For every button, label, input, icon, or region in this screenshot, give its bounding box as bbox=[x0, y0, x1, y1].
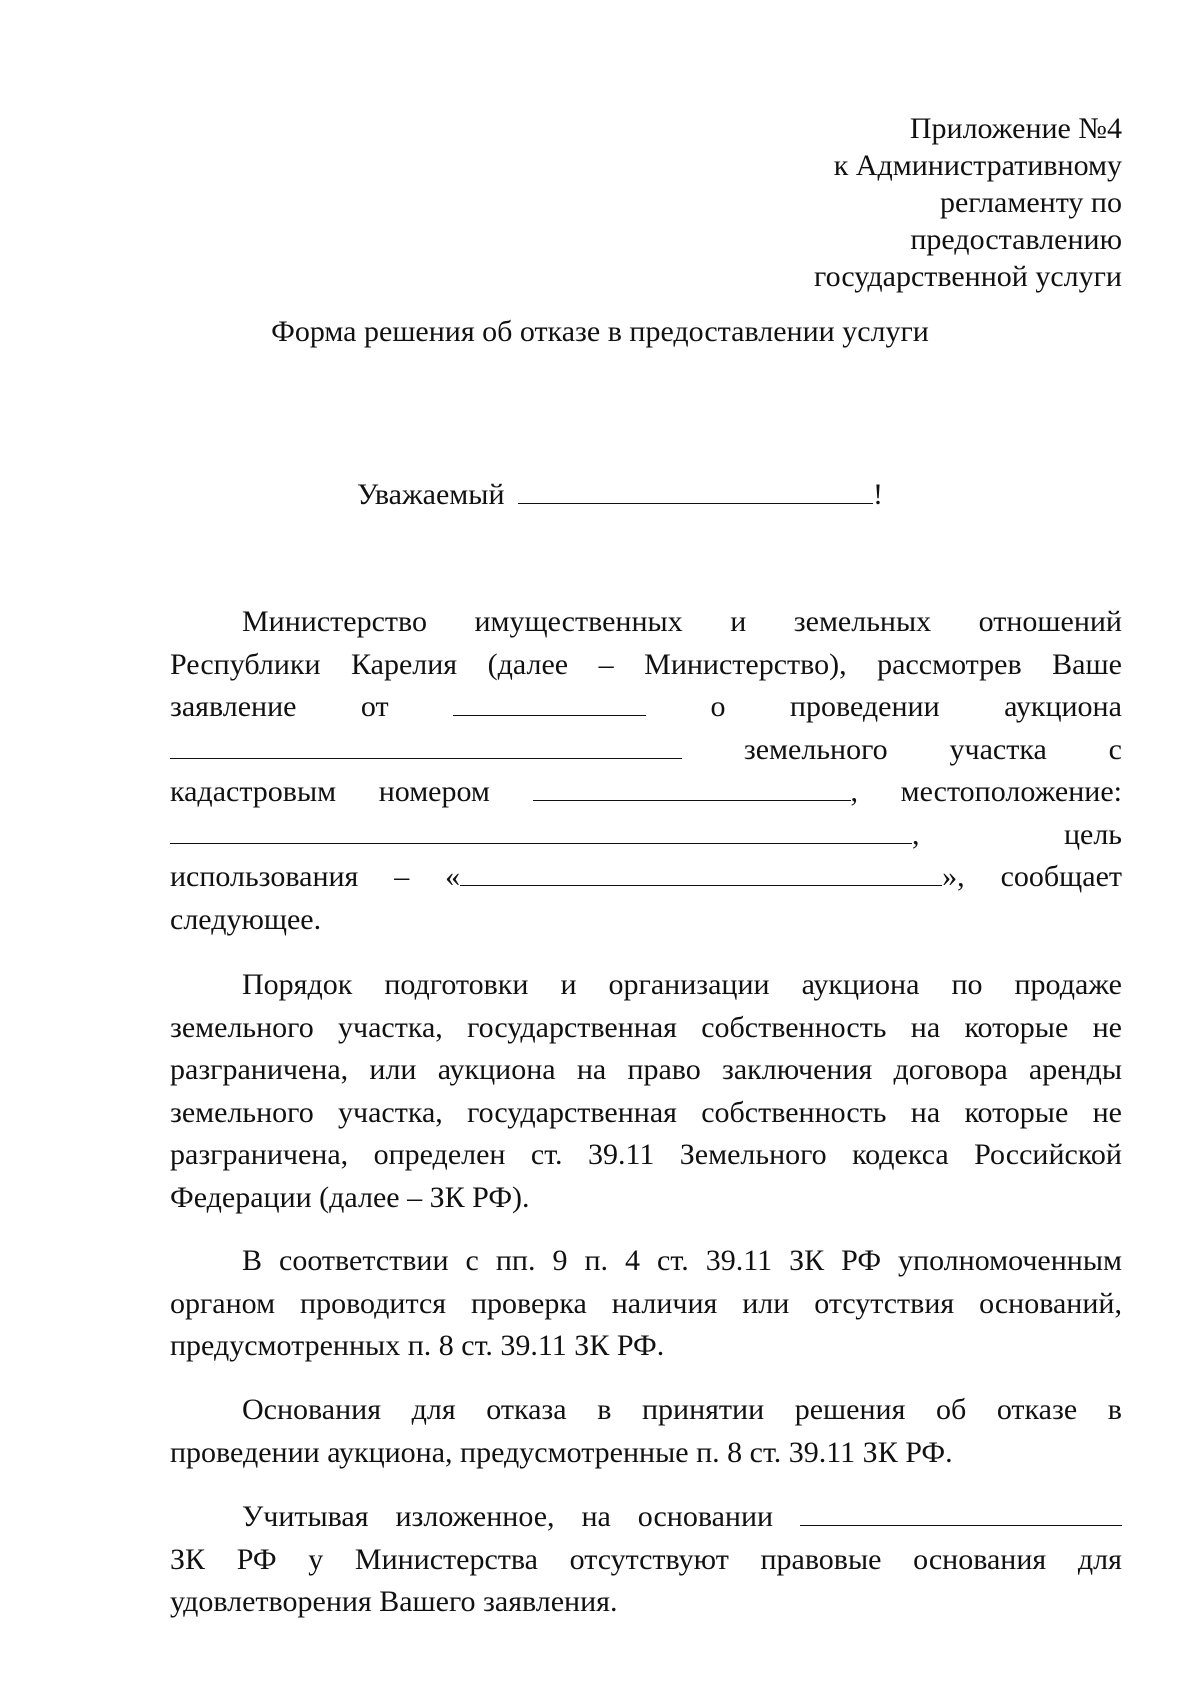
word: которые bbox=[964, 1095, 1069, 1129]
text-line bbox=[170, 686, 1122, 729]
purpose-group bbox=[445, 856, 965, 899]
word: Российской bbox=[974, 1138, 1122, 1171]
word: и bbox=[730, 605, 747, 638]
word: определен bbox=[373, 1138, 506, 1171]
word: – bbox=[394, 860, 410, 893]
word: отказе bbox=[996, 1393, 1078, 1426]
word: цель bbox=[1063, 817, 1122, 851]
word: Федерации (далее – ЗК РФ). bbox=[170, 1180, 530, 1214]
word: не bbox=[1092, 1010, 1122, 1044]
word: с bbox=[465, 1244, 479, 1277]
cadastral-number-blank bbox=[533, 774, 851, 801]
word: местоположение: bbox=[900, 775, 1122, 808]
word: аукциона bbox=[801, 968, 920, 1001]
word: основания bbox=[913, 1542, 1047, 1576]
word: 39.11 bbox=[587, 1138, 655, 1171]
word: аукциона bbox=[437, 1053, 556, 1086]
paragraph-conclusion bbox=[170, 1496, 1122, 1624]
word: земельного bbox=[170, 1095, 314, 1129]
word: о bbox=[710, 690, 726, 723]
word: участка bbox=[949, 732, 1047, 766]
text-line bbox=[170, 1389, 1122, 1432]
text-line bbox=[170, 644, 1122, 687]
cadastral-group bbox=[533, 771, 859, 814]
text-line bbox=[170, 899, 1122, 942]
word: Учитывая bbox=[242, 1500, 369, 1533]
word: ЗК bbox=[789, 1244, 825, 1277]
text-line bbox=[170, 814, 1122, 857]
word: удовлетворения Вашего заявления. bbox=[170, 1585, 618, 1618]
word: рассмотрев bbox=[877, 647, 1022, 681]
word: основании bbox=[637, 1500, 774, 1533]
word: на bbox=[581, 1500, 611, 1533]
word: проводится bbox=[300, 1286, 447, 1320]
word: которые bbox=[964, 1010, 1069, 1044]
word: земельного bbox=[170, 1010, 314, 1044]
word: , bbox=[912, 817, 920, 851]
word: РФ bbox=[236, 1542, 277, 1576]
word: органом bbox=[170, 1286, 276, 1320]
word: 39.11 bbox=[705, 1244, 773, 1277]
word: сообщает bbox=[1000, 860, 1122, 893]
word: Республики bbox=[170, 647, 321, 681]
text-line bbox=[170, 1539, 1122, 1582]
word: аренды bbox=[1028, 1053, 1122, 1086]
word: 9 bbox=[552, 1244, 568, 1277]
word: « bbox=[445, 860, 461, 893]
text-line bbox=[170, 1049, 1122, 1092]
word: разграничена, bbox=[170, 1138, 349, 1171]
text-line bbox=[170, 1092, 1122, 1135]
greeting-end: ! bbox=[873, 478, 883, 511]
text-line bbox=[170, 1177, 1122, 1220]
word: на bbox=[910, 1095, 941, 1129]
word: предусмотренных п. 8 ст. 39.11 ЗК РФ. bbox=[170, 1329, 665, 1362]
text-line bbox=[170, 1240, 1122, 1283]
word: – bbox=[598, 647, 614, 681]
word: договора bbox=[893, 1053, 1008, 1086]
word: РФ bbox=[841, 1244, 882, 1277]
word: Порядок bbox=[242, 968, 353, 1001]
word: », bbox=[942, 860, 965, 893]
word: собственность bbox=[701, 1010, 887, 1044]
greeting-word: Уважаемый bbox=[357, 478, 505, 511]
word: в bbox=[597, 1393, 612, 1426]
location-group bbox=[170, 814, 920, 857]
word: наличия bbox=[611, 1286, 718, 1320]
word: пп. bbox=[495, 1244, 536, 1277]
word: проведении аукциона, предусмотренные п. 8 ст. 39.11 ЗК РФ. bbox=[170, 1435, 953, 1469]
word: 4 bbox=[625, 1244, 641, 1277]
word: для bbox=[411, 1393, 456, 1426]
word: по bbox=[951, 968, 983, 1001]
text-line bbox=[170, 771, 1122, 814]
annex-line: регламенту по bbox=[939, 186, 1122, 219]
word: об bbox=[935, 1393, 967, 1426]
word: не bbox=[1092, 1095, 1122, 1129]
word: заявление bbox=[170, 690, 297, 723]
word: ст. bbox=[657, 1244, 689, 1277]
word: на bbox=[576, 1053, 607, 1086]
text-line bbox=[170, 1134, 1122, 1177]
word: право bbox=[627, 1053, 701, 1086]
word: Карелия bbox=[351, 647, 458, 681]
word: (далее bbox=[487, 647, 569, 681]
word: от bbox=[360, 690, 389, 723]
word: правовые bbox=[760, 1542, 882, 1576]
word: государственная bbox=[467, 1010, 677, 1044]
text-line bbox=[170, 601, 1122, 644]
word: аукциона bbox=[1004, 690, 1122, 723]
word: следующее. bbox=[170, 902, 322, 936]
legal-basis-blank bbox=[800, 1499, 1122, 1526]
word: участка, bbox=[338, 1095, 443, 1129]
text-line bbox=[170, 1496, 1122, 1539]
word: Министерство), bbox=[644, 647, 847, 681]
text-line bbox=[170, 1283, 1122, 1326]
form-title: Форма решения об отказе в предоставлении услуги bbox=[271, 315, 929, 348]
word: отсутствия bbox=[814, 1286, 955, 1320]
word: принятии bbox=[641, 1393, 765, 1426]
word: ЗК bbox=[170, 1542, 206, 1576]
word: оснований, bbox=[979, 1286, 1122, 1320]
word: Земельного bbox=[679, 1138, 827, 1171]
word: Министерства bbox=[354, 1542, 538, 1576]
word: и bbox=[560, 968, 577, 1001]
annex-line: Приложение №4 bbox=[909, 112, 1122, 145]
word: с bbox=[1108, 732, 1122, 766]
paragraph-application bbox=[170, 601, 1122, 941]
word: у bbox=[308, 1542, 324, 1576]
purpose-blank bbox=[460, 859, 942, 886]
word: заключения bbox=[722, 1053, 873, 1086]
word: организации bbox=[608, 968, 770, 1001]
word: или bbox=[742, 1286, 790, 1320]
text-line bbox=[170, 1007, 1122, 1050]
annex-line: к Административному bbox=[833, 149, 1122, 182]
word: номером bbox=[378, 775, 490, 808]
word: проведении bbox=[789, 690, 940, 723]
annex-line: государственной услуги bbox=[814, 260, 1122, 293]
application-date-blank bbox=[453, 689, 646, 716]
paragraph-verification bbox=[170, 1240, 1122, 1368]
word: государственная bbox=[467, 1095, 677, 1129]
word: разграничена, bbox=[170, 1053, 349, 1086]
word: участка, bbox=[338, 1010, 443, 1044]
text-line bbox=[170, 729, 1122, 772]
text-line bbox=[170, 1581, 1122, 1624]
location-blank bbox=[170, 817, 912, 844]
word: для bbox=[1077, 1542, 1122, 1576]
word: земельного bbox=[743, 732, 888, 766]
word: подготовки bbox=[384, 968, 529, 1001]
word: изложенное, bbox=[395, 1500, 555, 1533]
text-line bbox=[170, 856, 1122, 899]
word: Ваше bbox=[1052, 647, 1122, 681]
word: В bbox=[242, 1244, 263, 1277]
auction-type-blank bbox=[170, 732, 682, 759]
word: соответствии bbox=[279, 1244, 449, 1277]
word: продаже bbox=[1014, 968, 1122, 1001]
word: Основания bbox=[242, 1393, 382, 1426]
word: уполномоченным bbox=[898, 1244, 1122, 1277]
word: отказа bbox=[486, 1393, 567, 1426]
greeting-line bbox=[0, 475, 1200, 515]
word: ст. bbox=[530, 1138, 563, 1171]
annex-block bbox=[702, 110, 1122, 295]
word: на bbox=[910, 1010, 941, 1044]
word: отсутствуют bbox=[569, 1542, 729, 1576]
word: кадастровым bbox=[170, 775, 337, 808]
paragraph-grounds bbox=[170, 1389, 1122, 1474]
word: , bbox=[850, 775, 859, 808]
word: кодекса bbox=[852, 1138, 949, 1171]
text-line bbox=[170, 1325, 1122, 1368]
text-line bbox=[170, 1432, 1122, 1475]
paragraph-procedure bbox=[170, 964, 1122, 1219]
word: Министерство bbox=[242, 605, 427, 638]
word: имущественных bbox=[474, 605, 683, 638]
word: использования bbox=[170, 860, 359, 893]
text-line bbox=[170, 964, 1122, 1007]
word: отношений bbox=[978, 605, 1122, 638]
word: земельных bbox=[793, 605, 932, 638]
addressee-blank bbox=[518, 477, 873, 504]
word: собственность bbox=[701, 1095, 887, 1129]
word: проверка bbox=[471, 1286, 587, 1320]
annex-line: предоставлению bbox=[910, 223, 1122, 256]
word: п. bbox=[584, 1244, 609, 1277]
word: или bbox=[369, 1053, 417, 1086]
word: решения bbox=[794, 1393, 906, 1426]
word: в bbox=[1107, 1393, 1122, 1426]
